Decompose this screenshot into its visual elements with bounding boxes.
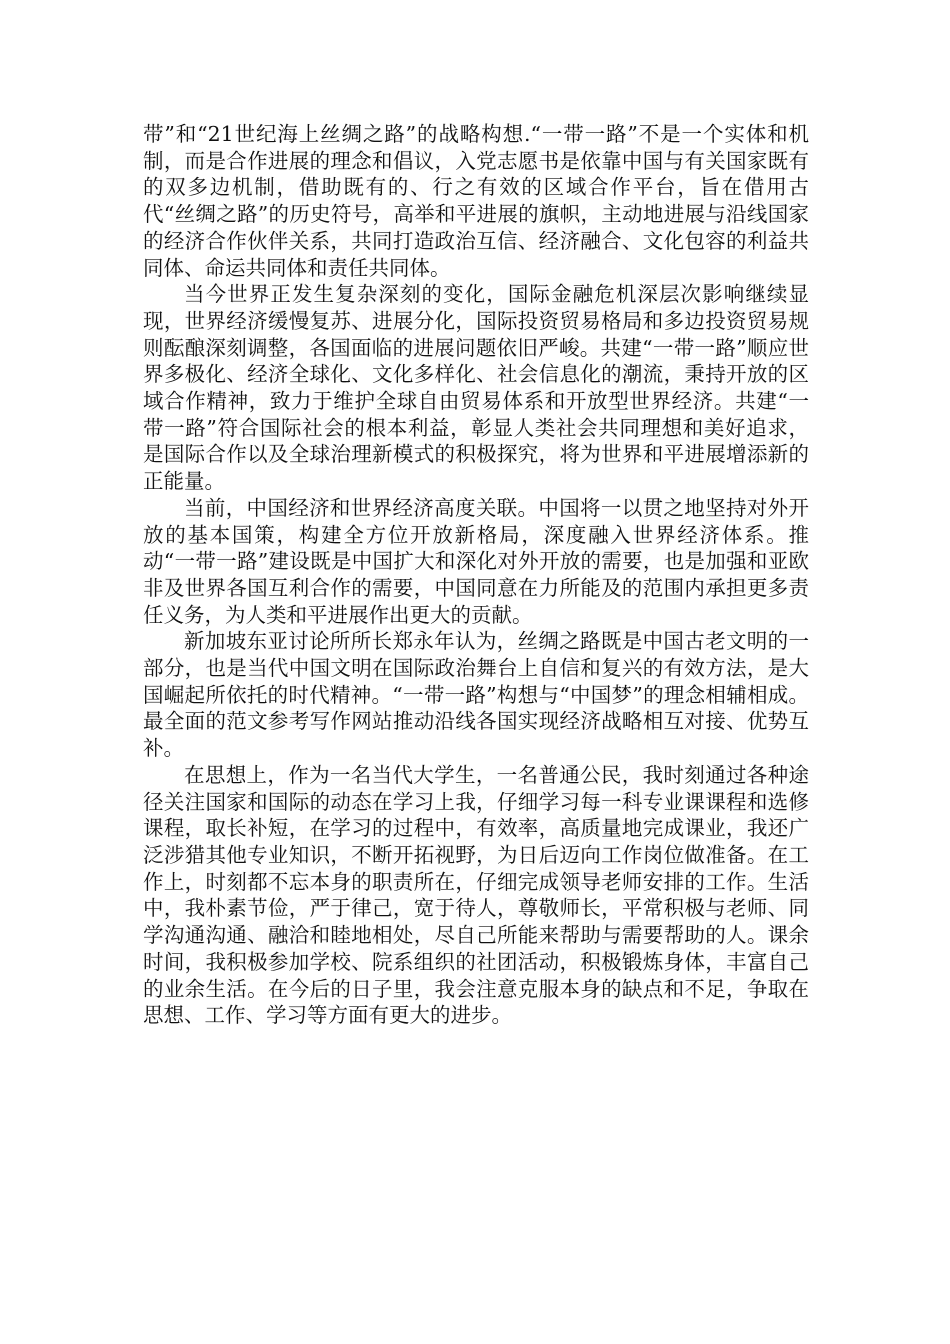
- paragraph-1: 带”和“21世纪海上丝绸之路”的战略构想.“一带一路”不是一个实体和机制，而是合作进展的理念和倡议，入党志愿书是依靠中国与有关国家既有的双多边机制，借助既有的、行之有效的区域合作平台，旨在借用古代“丝绸之路”的历史符号，高举和平进展的旗帜，主动地进展与沿线国家的经济合作伙伴关系，共同打造政治互信、经济融合、文化包容的利益共同体、命运共同体和责任共同体。: [143, 122, 809, 280]
- paragraph-2: 当今世界正发生复杂深刻的变化，国际金融危机深层次影响继续显现，世界经济缓慢复苏、进展分化，国际投资贸易格局和多边投资贸易规则酝酿深刻调整，各国面临的进展问题依旧严峻。共建“一带一路”顺应世界多极化、经济全球化、文化多样化、社会信息化的潮流，秉持开放的区域合作精神，致力于维护全球自由贸易体系和开放型世界经济。共建“一带一路”符合国际社会的根本利益，彰显人类社会共同理想和美好追求，是国际合作以及全球治理新模式的积极探究，将为世界和平进展增添新的正能量。: [143, 282, 809, 494]
- paragraph-4: 新加坡东亚讨论所所长郑永年认为，丝绸之路既是中国古老文明的一部分，也是当代中国文明在国际政治舞台上自信和复兴的有效方法，是大国崛起所依托的时代精神。“一带一路”构想与“中国梦”的理念相辅相成。最全面的范文参考写作网站推动沿线各国实现经济战略相互对接、优势互补。: [143, 629, 809, 761]
- document-body: [143, 121, 809, 1029]
- paragraph-3: 当前，中国经济和世界经济高度关联。中国将一以贯之地坚持对外开放的基本国策，构建全方位开放新格局，深度融入世界经济体系。推动“一带一路”建设既是中国扩大和深化对外开放的需要，也是加强和亚欧非及世界各国互利合作的需要，中国同意在力所能及的范围内承担更多责任义务，为人类和平进展作出更大的贡献。: [143, 495, 809, 627]
- paragraph-5: 在思想上，作为一名当代大学生，一名普通公民，我时刻通过各种途径关注国家和国际的动态在学习上我，仔细学习每一科专业课课程和选修课程，取长补短，在学习的过程中，有效率，高质量地完成课业，我还广泛涉猎其他专业知识，不断开拓视野，为日后迈向工作岗位做准备。在工作上，时刻都不忘本身的职责所在，仔细完成领导老师安排的工作。生活中，我朴素节俭，严于律己，宽于待人，尊敬师长，平常积极与老师、同学沟通沟通、融洽和睦地相处，尽自己所能来帮助与需要帮助的人。课余时间，我积极参加学校、院系组织的社团活动，积极锻炼身体，丰富自己的业余生活。在今后的日子里，我会注意克服本身的缺点和不足，争取在思想、工作、学习等方面有更大的进步。: [143, 762, 809, 1028]
